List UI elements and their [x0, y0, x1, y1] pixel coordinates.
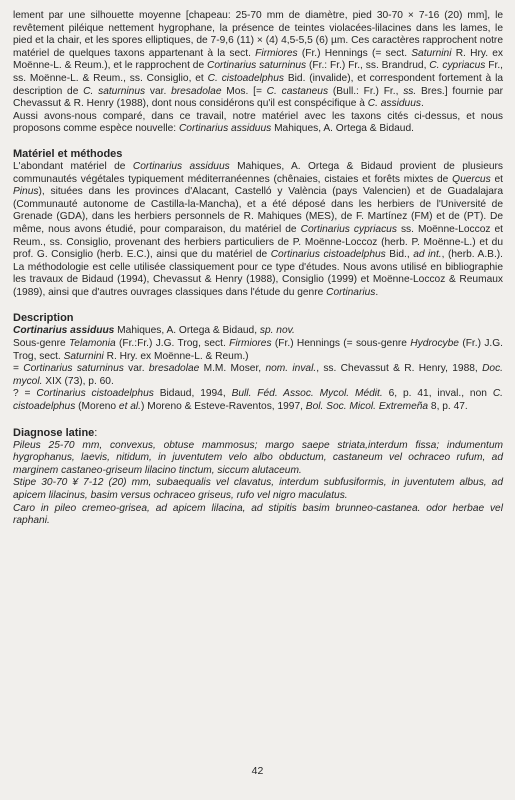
text-run: Bull. Féd. Assoc. Mycol. Médit.: [231, 388, 383, 400]
text-run: C. cypriacus: [429, 60, 486, 72]
text-run: =: [13, 363, 24, 375]
text-run: ss.: [403, 85, 417, 97]
text-run: XIX (73), p. 60.: [42, 375, 114, 387]
text-run: Bres.] fournie par Chevassut & R. Henry (1988), dont nous considérons qu'il est conspécifique à: [13, 85, 504, 110]
text-run: 8, p. 47.: [428, 401, 468, 413]
text-run: Cortinarius assiduus: [132, 160, 230, 172]
text-run: .: [375, 286, 379, 298]
text-run: Mahiques, A. Ortega & Bidaud.: [271, 123, 414, 135]
text-run: nom. inval.: [265, 363, 317, 375]
text-run: C. castaneus: [266, 85, 329, 97]
text-run: Pinus: [13, 186, 39, 198]
text-run: Firmiores: [229, 338, 272, 350]
text-run: bresadolae: [148, 363, 200, 375]
text-run: C. assiduus: [367, 98, 421, 110]
proposal-paragraph: [13, 111, 503, 136]
text-run: M.M. Moser,: [199, 363, 266, 375]
text-run: (Fr.: Fr.) Fr., ss. Brandrud,: [306, 60, 430, 72]
text-run: L'abondant matériel de: [13, 160, 133, 172]
text-run: Bol. Soc. Micol. Extremeña: [305, 401, 429, 413]
text-run: Stipe 30-70 ¥ 7-12 (20) mm, subaequalis vel clavatus, interdum subfusiformis, in juventutem albus, ad apicem lilacinus, basim versus ochraceo griseus, rufo vel nigro maculatus.: [13, 477, 503, 501]
text-run: var.: [123, 363, 149, 375]
synonym-line: [13, 388, 503, 413]
text-run: .: [420, 98, 424, 110]
synonym-line: [13, 363, 503, 388]
text-run: Doc. mycol.: [13, 363, 504, 387]
text-run: var.: [145, 85, 172, 97]
latin-pileus: [13, 440, 503, 478]
page-number: 42: [251, 765, 264, 777]
text-run: ss. Moënne-Loccoz et Reum., ss. Consiglio, provenant des herbiers particuliers de P. Moënne-Loccoz (herb. P. Moënne-L.) et du prof. G. Consiglio (herb. E.C.), ainsi que du matériel de: [13, 223, 503, 261]
text-run: Mahiques, A. Ortega & Bidaud,: [114, 325, 260, 337]
text-run: ) Moreno & Esteve-Raventos, 1997,: [141, 401, 306, 413]
text-run: (Bull.: Fr.) Fr.,: [328, 85, 404, 97]
species-line: [13, 325, 503, 338]
text-run: (Fr.) Hennings (= sect.: [297, 47, 412, 59]
intro-paragraph: [13, 10, 503, 111]
text-run: sp. nov.: [259, 325, 295, 337]
text-run: ), situées dans les provinces d'Alacant, Castelló y València (pays Valencien) et de Guadalajara (Communauté autonome de Castilla-la-Mancha), et a été déposé dans les herbiers de l'Université de Grenade (GDA), dans les herbiers personnels de R. Mahiques (MES), de F. Martínez (FM) et de (PT). De même, nous avons étudié, pour comparaison, du matériel de: [13, 186, 503, 235]
text-run: Cortinarius cistoadelphus: [36, 388, 154, 400]
methods-paragraph: [13, 161, 503, 300]
text-run: Fr., ss. Moënne-L. & Reum., ss. Consiglio, et: [13, 60, 503, 84]
text-run: C. saturninus: [83, 85, 146, 97]
text-run: Cortinarius cistoadelphus: [270, 249, 386, 261]
text-run: Cortinarius cypriacus: [300, 223, 397, 235]
text-run: ? =: [13, 388, 37, 400]
text-run: Cortinarius saturninus: [23, 363, 124, 375]
text-run: Quercus: [452, 173, 491, 185]
text-run: , (herb. A.B.). La méthodologie est celle utilisée classiquement pour ce type d'études. Nous avons utilisé en bibliographie les travaux de Bidaud (1994), Chevassut & Henry (1988), Consiglio (1999) et Moënne-Loccoz & Reumaux (1989), ainsi que d'autres ouvrages classiques dans l'étude du genre: [13, 249, 504, 298]
latin-stipe: [13, 477, 503, 502]
text-run: Cortinarius: [326, 286, 376, 298]
text-run: Bid. (invalide), et correspondent fortement à la description de: [13, 72, 503, 97]
text-run: Firmiores: [255, 47, 298, 59]
text-run: ad int.: [413, 249, 442, 261]
text-run: (Fr.) J.G. Trog, sect.: [13, 338, 503, 362]
text-run: (Fr.:Fr.) J.G. Trog, sect.: [115, 338, 230, 350]
text-run: , ss. Chevassut & R. Henry, 1988,: [316, 363, 483, 375]
text-run: C. cistoadelphus: [207, 72, 284, 84]
latin-diagnosis-heading: [13, 426, 503, 440]
text-run: (Fr.) Hennings (= sous-genre: [271, 338, 411, 350]
text-run: lement par une silhouette moyenne [chapeau: 25-70 mm de diamètre, pied 30-70 × 7-16 (20) mm], le revêtement piléique nettement hygrophane, la présence de teintes violacées-lilacines dans les lames, le pied et la chair, et les spores elliptiques, de 7-9,6 (11) × (4) 4,5-5,5 (6) µm. Ces caractères rapprochent notre matériel de quelques taxons appartenant à la sect.: [13, 10, 503, 59]
text-run: et: [490, 173, 504, 185]
text-run: Pileus 25-70 mm, convexus, obtuse mammosus; margo saepe striata,interdum fissa; indumentum hygrophanus, laevis, nitidum, in juventutem velo albo obductum, castaneum vel ochraceo rufum, ad marginem castaneo-griseum lilacino tinctum, siccum alutaceum.: [13, 439, 503, 476]
latin-caro: [13, 503, 503, 528]
text-run: R. Hry. ex Moënne-L. & Reum.): [103, 350, 249, 362]
text-run: (Moreno: [75, 401, 119, 413]
text-run: bresadolae: [171, 85, 222, 97]
latin-heading-colon: :: [94, 426, 98, 439]
latin-heading-text: Diagnose latine: [13, 426, 95, 439]
text-run: Saturnini: [63, 350, 104, 362]
methods-heading: Matériel et méthodes: [13, 147, 123, 160]
description-heading: Description: [13, 312, 74, 325]
text-run: Hydrocybe: [410, 338, 459, 350]
text-run: Mos. [=: [221, 85, 267, 97]
text-run: 6, p. 41, inval., non: [382, 388, 493, 400]
text-run: Cortinarius assiduus: [178, 123, 272, 135]
text-run: Caro in pileo cremeo-grisea, ad apicem lilacina, ad stipitis basim brunneo-castanea. odor herbae vel raphani.: [13, 502, 503, 527]
text-run: Bid.,: [385, 249, 414, 261]
subgenus-line: [13, 338, 503, 363]
text-run: R. Hry. ex Moënne-L. & Reum.), et le rapprochent de: [13, 47, 503, 72]
text-run: Telamonia: [69, 338, 116, 350]
text-run: Cortinarius assiduus: [13, 325, 115, 337]
text-run: Bidaud, 1994,: [153, 388, 232, 400]
text-run: Aussi avons-nous comparé, dans ce travail, notre matériel avec les taxons cités ci-dessus, et nous proposons comme espèce nouvelle:: [13, 110, 503, 135]
text-run: Cortinarius saturninus: [207, 60, 307, 72]
text-run: Sous-genre: [13, 338, 70, 350]
text-run: Saturnini: [411, 47, 452, 59]
text-run: Mahiques, A. Ortega & Bidaud provient de plusieurs communautés végétales typiquement méditerranéennes (chênaies, cistaies et forêts mixtes de: [13, 160, 504, 185]
text-run: et al.: [118, 401, 142, 413]
text-run: C. cistoadelphus: [13, 388, 504, 413]
